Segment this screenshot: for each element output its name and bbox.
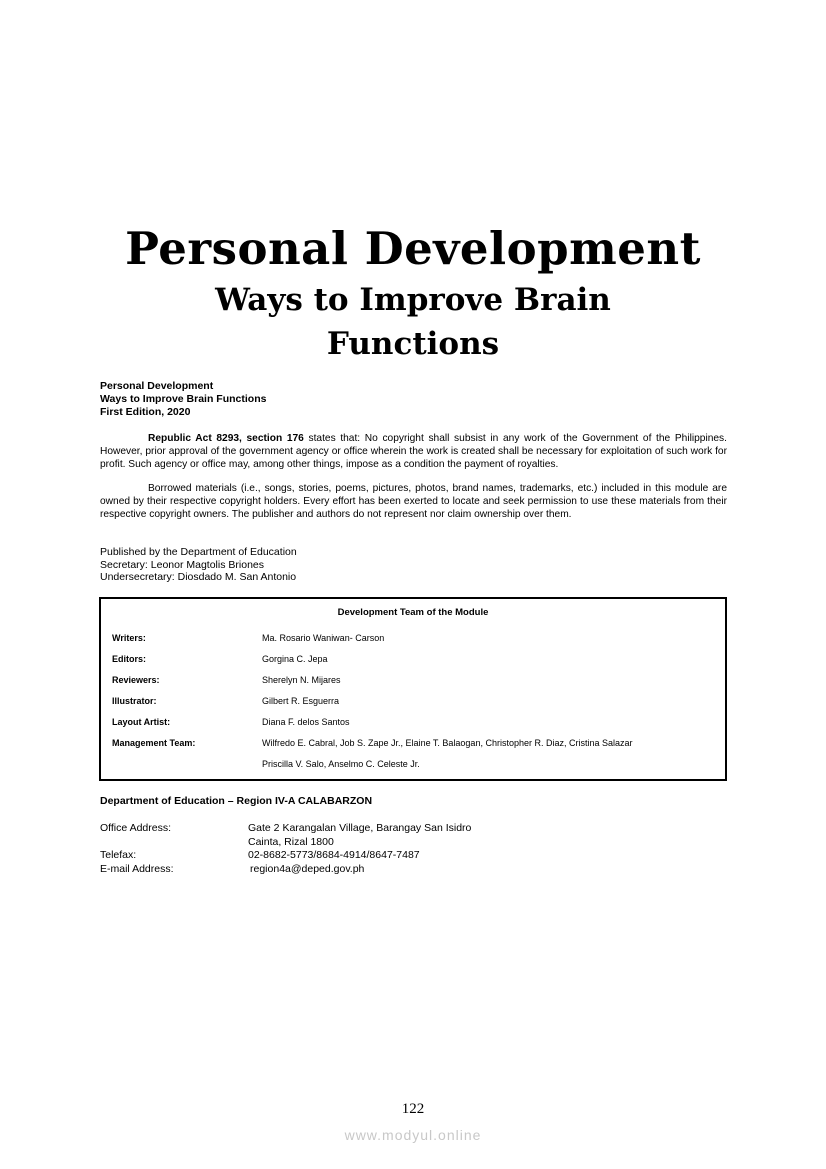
- team-role: Editors:: [112, 654, 147, 664]
- team-names: Gorgina C. Jepa: [262, 654, 328, 664]
- email-value: region4a@deped.gov.ph: [250, 862, 365, 875]
- telefax-value: 02-8682-5773/8684-4914/8647-7487: [248, 849, 420, 861]
- team-role: Illustrator:: [112, 696, 157, 706]
- secretary-line: Secretary: Leonor Magtolis Briones: [100, 558, 264, 571]
- team-names: Sherelyn N. Mijares: [262, 675, 341, 685]
- office-address-line2: Cainta, Rizal 1800: [248, 835, 334, 848]
- document-title: Personal Development: [125, 222, 701, 275]
- edition-topic: Ways to Improve Brain Functions: [100, 393, 267, 405]
- office-address-line1: Gate 2 Karangalan Village, Barangay San Isidro: [248, 822, 472, 834]
- team-names: Ma. Rosario Waniwan- Carson: [262, 633, 385, 643]
- republic-act-citation: Republic Act 8293, section 176: [148, 433, 304, 444]
- watermark-text: www.modyul.online: [344, 1127, 482, 1143]
- edition-info: [100, 380, 266, 419]
- team-role: Reviewers:: [112, 675, 160, 685]
- team-names: Diana F. delos Santos: [262, 717, 350, 727]
- region-title: Department of Education – Region IV-A CALABARZON: [100, 795, 373, 807]
- office-address-label: Office Address:: [100, 822, 172, 834]
- team-role: Management Team:: [112, 738, 196, 748]
- team-role: Layout Artist:: [112, 717, 171, 727]
- telefax-label: Telefax:: [100, 849, 137, 861]
- team-names: Priscilla V. Salo, Anselmo C. Celeste Jr.: [262, 759, 420, 769]
- email-label: E-mail Address:: [100, 862, 174, 875]
- borrowed-materials-text: Borrowed materials (i.e., songs, stories, poems, pictures, photos, brand names, trademarks, etc.) included in this module are owned by their respective copyright holders. Every effort has been exerted to locate and seek permission to use these materials from their respective copyright owners. The publisher and authors do not represent nor claim ownership over them.: [100, 483, 727, 521]
- borrowed-materials-paragraph: [100, 482, 727, 522]
- publisher-info: [100, 546, 297, 584]
- edition-number: First Edition, 2020: [100, 406, 191, 418]
- document-subtitle-line1: Ways to Improve Brain: [215, 282, 611, 318]
- document-subtitle-line2: Functions: [326, 326, 500, 362]
- development-team-box: [99, 597, 727, 781]
- copyright-paragraph: [100, 432, 727, 472]
- team-heading: Development Team of the Module: [337, 607, 489, 618]
- team-role: Writers:: [112, 633, 146, 643]
- copyright-text: states that: No copyright shall subsist in any work of the Government of the Philippines. However, prior approval of the government agency or office wherein the work is created shall be necessary for exploitation of such work for profit. Such agency or office may, among other things, impose as a condition the payment of royalties.: [100, 433, 727, 471]
- edition-subject: Personal Development: [100, 380, 214, 392]
- page-number: 122: [401, 1101, 425, 1117]
- undersecretary-line: Undersecretary: Diosdado M. San Antonio: [100, 571, 297, 583]
- publisher-line: Published by the Department of Education: [100, 546, 297, 558]
- team-names: Wilfredo E. Cabral, Job S. Zape Jr., Elaine T. Balaogan, Christopher R. Diaz, Cristina Salazar: [262, 738, 633, 748]
- team-names: Gilbert R. Esguerra: [262, 696, 340, 706]
